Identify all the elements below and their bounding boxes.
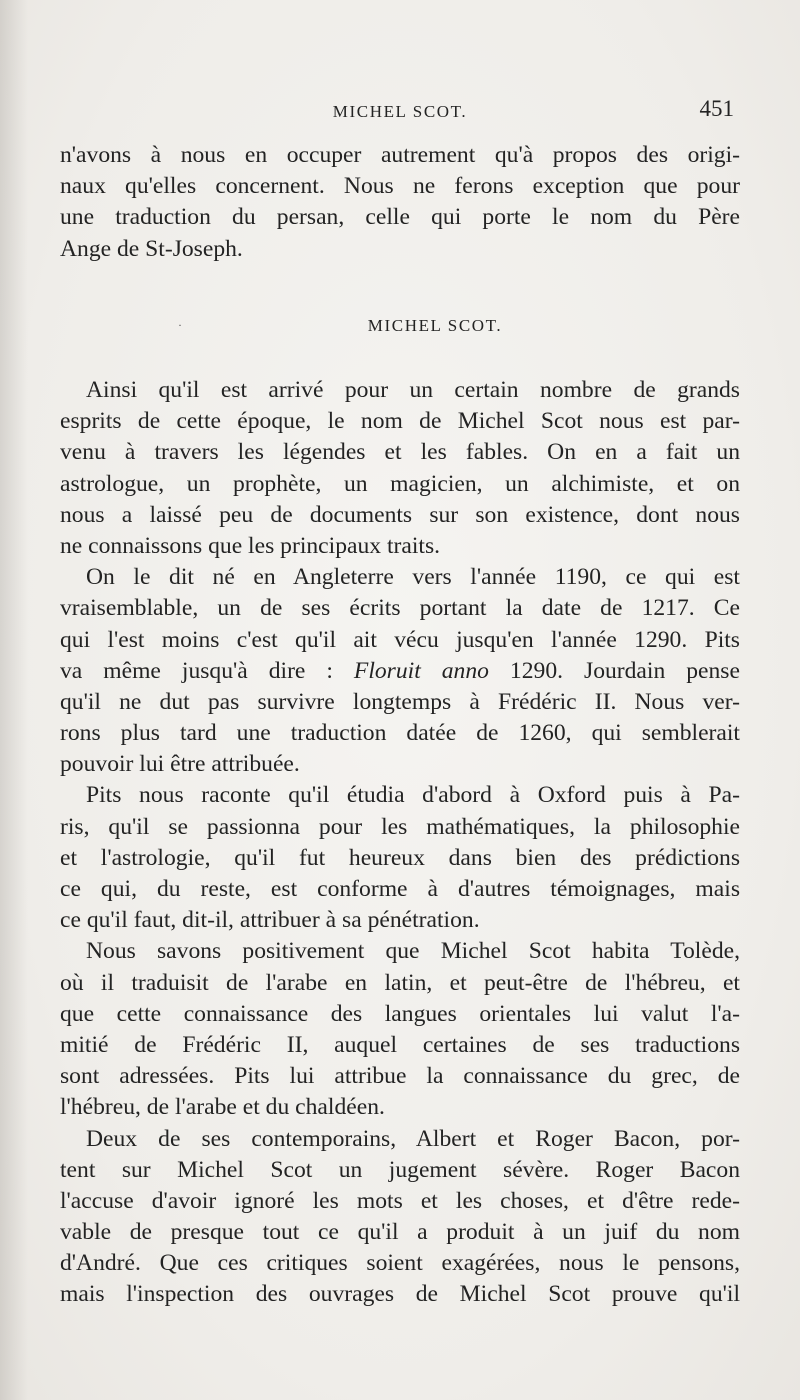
text-line: Ange de St-Joseph.	[60, 235, 243, 262]
running-title: MICHEL SCOT.	[332, 102, 468, 121]
text-line: ne connaissons que les principaux traits.	[60, 532, 441, 559]
text-line: vraisemblable, un de ses écrits portant la date de 1217. Ce	[60, 595, 740, 622]
text-line: n'avons à nous en occuper autrement qu'à propos des origi-	[60, 142, 740, 168]
text-line: nous a laissé peu de documents sur son existence, dont nous	[60, 501, 740, 528]
text-line: esprits de cette époque, le nom de Michel Scot nous est par-	[60, 408, 740, 435]
text-line: où il traduisit de l'arabe en latin, et peut-être de l'hébreu, et	[60, 969, 740, 996]
text-line: Nous savons positivement que Michel Scot habita Tolède,	[86, 938, 740, 965]
text-line: venu à travers les légendes et les fables. On en a fait un	[60, 439, 740, 466]
text-line: pouvoir lui être attribuée.	[60, 751, 300, 778]
text-line: d'André. Que ces critiques soient exagérées, nous le pensons,	[60, 1250, 740, 1277]
text-line: l'hébreu, de l'arabe et du chaldéen.	[60, 1094, 385, 1121]
text-line: l'accuse d'avoir ignoré les mots et les choses, et d'être rede-	[60, 1187, 740, 1214]
running-head	[60, 96, 740, 126]
text-line: qu'il ne dut pas survivre longtemps à Frédéric II. Nous ver-	[60, 688, 740, 715]
text-line-mixed	[60, 656, 740, 687]
text-line: et l'astrologie, qu'il fut heureux dans bien des prédictions	[60, 844, 740, 871]
text-run: 1290. Jourdain pense	[488, 657, 740, 684]
text-line: mais l'inspection des ouvrages de Michel Scot prouve qu'il	[60, 1281, 740, 1308]
page-number: 451	[699, 96, 734, 121]
text-line: une traduction du persan, celle qui porte le nom du Père	[60, 204, 740, 231]
text-line: ris, qu'il se passionna pour les mathématiques, la philosophie	[60, 813, 740, 840]
text-line: naux qu'elles concernent. Nous ne ferons exception que pour	[60, 173, 740, 200]
text-run: va même jusqu'à dire :	[60, 657, 333, 684]
text-line: Deux de ses contemporains, Albert et Roger Bacon, por-	[86, 1125, 740, 1152]
section-body	[60, 375, 740, 1311]
gutter-shadow	[0, 0, 28, 1400]
intro-paragraph	[60, 140, 740, 265]
text-line: tent sur Michel Scot un jugement sévère. Roger Bacon	[60, 1156, 740, 1183]
stray-mark: ·	[178, 318, 182, 332]
latin-phrase: Floruit anno	[353, 657, 489, 684]
text-line: ce qu'il faut, dit-il, attribuer à sa pénétration.	[60, 907, 480, 934]
section-heading: MICHEL SCOT.	[367, 316, 503, 335]
text-line: rons plus tard une traduction datée de 1260, qui semblerait	[60, 720, 740, 747]
text-line: On le dit né en Angleterre vers l'année 1190, ce qui est	[86, 564, 740, 591]
text-line: vable de presque tout ce qu'il a produit à un juif du nom	[60, 1219, 740, 1246]
text-line: que cette connaissance des langues orientales lui valut l'a-	[60, 1000, 740, 1027]
text-line: Ainsi qu'il est arrivé pour un certain nombre de grands	[86, 377, 740, 403]
text-line: ce qui, du reste, est conforme à d'autres témoignages, mais	[60, 876, 740, 902]
text-line: Pits nous raconte qu'il étudia d'abord à Oxford puis à Pa-	[86, 782, 740, 809]
text-line: astrologue, un prophète, un magicien, un alchimiste, et on	[60, 470, 740, 497]
text-line: qui l'est moins c'est qu'il ait vécu jusqu'en l'année 1290. Pits	[60, 626, 740, 653]
text-line: mitié de Frédéric II, auquel certaines de ses traductions	[60, 1031, 740, 1058]
text-line: sont adressées. Pits lui attribue la connaissance du grec, de	[60, 1063, 740, 1090]
